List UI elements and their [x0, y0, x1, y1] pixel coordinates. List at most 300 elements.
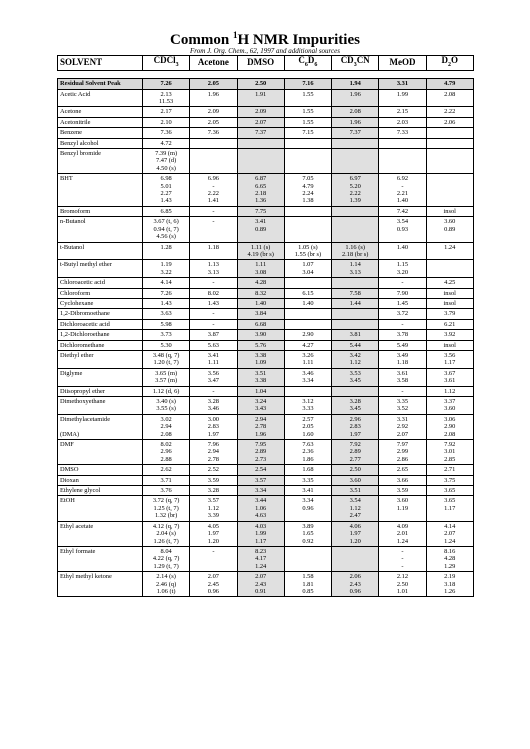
shift-cell: 1.28	[143, 242, 190, 260]
shift-cell: - - -	[379, 546, 426, 571]
solvent-name: BHT	[58, 174, 143, 207]
solvent-name: Dimethylacetamide (DMA)	[58, 414, 143, 439]
solvent-name: t-Butanol	[58, 242, 143, 260]
solvent-name: DMF	[58, 440, 143, 465]
solvent-name: 1,2-Dibromoethane	[58, 309, 143, 319]
shift-cell: -	[190, 546, 237, 571]
shift-cell: 3.26 1.11	[284, 350, 331, 368]
table-row	[58, 174, 474, 207]
shift-cell: 1.91	[237, 89, 284, 107]
shift-cell: 1.45	[379, 298, 426, 308]
shift-cell: 7.33	[379, 128, 426, 138]
shift-cell: 3.28	[190, 486, 237, 496]
shift-cell: 4.09 2.01 1.24	[379, 521, 426, 546]
shift-cell: 3.87	[190, 330, 237, 340]
shift-cell: 5.63	[190, 340, 237, 350]
shift-cell: 3.81	[332, 330, 379, 340]
solvent-name: Dichloromethane	[58, 340, 143, 350]
shift-cell: 3.76	[143, 486, 190, 496]
table-row	[58, 414, 474, 439]
table-row	[58, 350, 474, 368]
shift-cell: 3.67 3.61	[426, 368, 473, 386]
shift-cell: 8.02	[190, 288, 237, 298]
shift-cell: 5.76	[237, 340, 284, 350]
spacer-cell	[58, 71, 143, 79]
shift-cell: 7.36	[143, 128, 190, 138]
shift-cell: -	[190, 217, 237, 242]
shift-cell: 3.60 0.89	[426, 217, 473, 242]
shift-cell: 5.44	[332, 340, 379, 350]
solvent-name: Acetic Acid	[58, 89, 143, 107]
table-row	[58, 546, 474, 571]
column-header: $C_6D_6$	[284, 56, 331, 71]
shift-cell: 3.51	[332, 486, 379, 496]
table-row	[58, 149, 474, 174]
solvent-name: Benzene	[58, 128, 143, 138]
shift-cell: 2.03	[379, 117, 426, 127]
shift-cell: 3.12 3.33	[284, 397, 331, 415]
shift-cell: 3.37 3.60	[426, 397, 473, 415]
row-label: Residual Solvent Peak	[58, 79, 143, 89]
shift-cell: 3.00 2.83 1.97	[190, 414, 237, 439]
shift-cell: 3.35 3.52	[379, 397, 426, 415]
impurities-table	[57, 55, 474, 597]
column-header: DMSO	[237, 56, 284, 71]
shift-cell: 8.23 4.17 1.24	[237, 546, 284, 571]
shift-cell: 4.14 2.07 1.24	[426, 521, 473, 546]
shift-cell	[426, 260, 473, 278]
spacer-cell	[284, 71, 331, 79]
shift-cell: 3.02 2.94 2.08	[143, 414, 190, 439]
shift-cell: 3.59	[379, 486, 426, 496]
shift-cell: 1.15 3.20	[379, 260, 426, 278]
solvent-name: Acetone	[58, 107, 143, 117]
table-row	[58, 440, 474, 465]
shift-cell: -	[190, 309, 237, 319]
shift-cell: 2.17	[143, 107, 190, 117]
shift-cell: 3.65	[426, 486, 473, 496]
header-row	[58, 56, 474, 71]
shift-cell	[284, 309, 331, 319]
shift-cell: 8.02 2.96 2.88	[143, 440, 190, 465]
shift-cell: -	[190, 319, 237, 329]
table-row	[58, 107, 474, 117]
shift-cell: 4.05 1.97 1.20	[190, 521, 237, 546]
shift-cell: insol	[426, 298, 473, 308]
shift-cell: 7.36	[190, 128, 237, 138]
shift-cell: 7.26	[143, 79, 190, 89]
shift-cell: 6.92 - 2.21 1.40	[379, 174, 426, 207]
table-row	[58, 397, 474, 415]
shift-cell: insol	[426, 206, 473, 216]
shift-cell	[284, 386, 331, 396]
shift-cell: 2.65	[379, 465, 426, 475]
shift-cell: 3.28 3.45	[332, 397, 379, 415]
shift-cell: 1.11 3.08	[237, 260, 284, 278]
shift-cell: 1.04	[237, 386, 284, 396]
table-row	[58, 475, 474, 485]
shift-cell: 2.52	[190, 465, 237, 475]
solvent-name: t-Butyl methyl ether	[58, 260, 143, 278]
shift-cell: 2.08	[332, 107, 379, 117]
shift-cell: 7.37	[332, 128, 379, 138]
table-row	[58, 138, 474, 148]
shift-cell: 3.44 1.06 4.63	[237, 496, 284, 521]
shift-cell: 3.79	[426, 309, 473, 319]
shift-cell: 3.54 1.12 2.47	[332, 496, 379, 521]
shift-cell	[426, 149, 473, 174]
shift-cell: 1.55	[284, 107, 331, 117]
table-row	[58, 465, 474, 475]
shift-cell: 7.39 (m) 7.47 (d) 4.50 (s)	[143, 149, 190, 174]
shift-cell: 1.94	[332, 79, 379, 89]
solvent-name: 1,2-Dichloroethane	[58, 330, 143, 340]
spacer-cell	[143, 71, 190, 79]
shift-cell: 6.96 - 2.22 1.41	[190, 174, 237, 207]
shift-cell: 4.14	[143, 278, 190, 288]
shift-cell: 3.56 1.17	[426, 350, 473, 368]
table-row	[58, 368, 474, 386]
solvent-name: Chloroacetic acid	[58, 278, 143, 288]
shift-cell: 2.08	[426, 89, 473, 107]
solvent-name: Benzyl bromide	[58, 149, 143, 174]
column-header: $CD_3CN$	[332, 56, 379, 71]
table-row	[58, 319, 474, 329]
solvent-name: Dichloroacetic acid	[58, 319, 143, 329]
shift-cell	[332, 546, 379, 571]
shift-cell	[284, 217, 331, 242]
column-header: SOLVENT	[58, 56, 143, 71]
shift-cell: 3.84	[237, 309, 284, 319]
shift-cell: 3.41	[284, 486, 331, 496]
shift-cell: -	[379, 278, 426, 288]
shift-cell: 3.73	[143, 330, 190, 340]
shift-cell: 3.60	[332, 475, 379, 485]
table-row	[58, 309, 474, 319]
solvent-name: Diglyme	[58, 368, 143, 386]
solvent-name: Ethyl acetate	[58, 521, 143, 546]
solvent-name: Ethyl formate	[58, 546, 143, 571]
shift-cell: 2.07 2.45 0.96	[190, 572, 237, 597]
page-title: Common $^1$H NMR Impurities	[170, 30, 360, 48]
shift-cell: 7.26	[143, 288, 190, 298]
shift-cell: 1.24	[426, 242, 473, 260]
shift-cell: 2.14 (s) 2.46 (q) 1.06 (t)	[143, 572, 190, 597]
shift-cell: -	[379, 386, 426, 396]
column-header: $D_2O$	[426, 56, 473, 71]
shift-cell: 3.67 (t, 6) 0.94 (t, 7) 4.56 (s)	[143, 217, 190, 242]
spacer-cell	[237, 71, 284, 79]
shift-cell: 7.16	[284, 79, 331, 89]
shift-cell: 1.11 (s) 4.19 (br s)	[237, 242, 284, 260]
shift-cell: 4.79	[426, 79, 473, 89]
spacer-cell	[379, 71, 426, 79]
shift-cell: 6.85	[143, 206, 190, 216]
shift-cell: 6.21	[426, 319, 473, 329]
shift-cell: 3.53 3.45	[332, 368, 379, 386]
shift-cell: 2.05	[190, 117, 237, 127]
shift-cell: 2.62	[143, 465, 190, 475]
shift-cell: 1.96	[332, 117, 379, 127]
residual-peak-row	[58, 79, 474, 89]
shift-cell: 3.59	[190, 475, 237, 485]
shift-cell: insol	[426, 340, 473, 350]
shift-cell: 7.96 2.94 2.78	[190, 440, 237, 465]
shift-cell: 3.38 1.09	[237, 350, 284, 368]
shift-cell: -	[379, 319, 426, 329]
solvent-name: Chloroform	[58, 288, 143, 298]
shift-cell: 2.19 3.18 1.26	[426, 572, 473, 597]
shift-cell	[426, 174, 473, 207]
shift-cell: 3.34 0.96	[284, 496, 331, 521]
spacer-row	[58, 71, 474, 79]
shift-cell: 4.12 (q, 7) 2.04 (s) 1.26 (t, 7)	[143, 521, 190, 546]
shift-cell: 1.12 (d, 6)	[143, 386, 190, 396]
shift-cell: 8.32	[237, 288, 284, 298]
shift-cell	[332, 309, 379, 319]
shift-cell: 7.63 2.36 1.86	[284, 440, 331, 465]
shift-cell: 3.71	[143, 475, 190, 485]
shift-cell: -	[190, 386, 237, 396]
shift-cell: 7.97 2.99 2.86	[379, 440, 426, 465]
shift-cell: 1.40	[237, 298, 284, 308]
shift-cell	[284, 319, 331, 329]
shift-cell: 1.43	[190, 298, 237, 308]
shift-cell: 1.96	[190, 89, 237, 107]
shift-cell: 6.68	[237, 319, 284, 329]
shift-cell: 2.09	[190, 107, 237, 117]
shift-cell: 7.42	[379, 206, 426, 216]
table-row	[58, 288, 474, 298]
shift-cell: 3.34	[237, 486, 284, 496]
shift-cell: 3.41 0.89	[237, 217, 284, 242]
shift-cell: 7.37	[237, 128, 284, 138]
shift-cell: 1.43	[143, 298, 190, 308]
shift-cell: 2.50	[332, 465, 379, 475]
shift-cell: 3.57	[237, 475, 284, 485]
shift-cell: 3.40 (s) 3.55 (s)	[143, 397, 190, 415]
table-row	[58, 206, 474, 216]
table-row	[58, 340, 474, 350]
solvent-name: n-Butanol	[58, 217, 143, 242]
shift-cell: 2.07	[237, 117, 284, 127]
shift-cell: 7.05 4.79 2.24 1.38	[284, 174, 331, 207]
solvent-name: Diisopropyl ether	[58, 386, 143, 396]
shift-cell: 3.41 1.11	[190, 350, 237, 368]
shift-cell	[426, 128, 473, 138]
shift-cell: 3.66	[379, 475, 426, 485]
shift-cell: 7.92 3.01 2.85	[426, 440, 473, 465]
shift-cell: 4.25	[426, 278, 473, 288]
shift-cell: 3.48 (q, 7) 1.20 (t, 7)	[143, 350, 190, 368]
column-header: CDCl$_3$	[143, 56, 190, 71]
shift-cell	[190, 149, 237, 174]
shift-cell: 7.58	[332, 288, 379, 298]
shift-cell: 3.49 1.18	[379, 350, 426, 368]
spacer-cell	[332, 71, 379, 79]
shift-cell: 5.49	[379, 340, 426, 350]
shift-cell: 3.61 3.58	[379, 368, 426, 386]
shift-cell: 3.56 3.47	[190, 368, 237, 386]
shift-cell: 2.10	[143, 117, 190, 127]
shift-cell: 3.35	[284, 475, 331, 485]
shift-cell	[284, 138, 331, 148]
shift-cell	[332, 149, 379, 174]
shift-cell: 7.15	[284, 128, 331, 138]
shift-cell: 2.15	[379, 107, 426, 117]
shift-cell	[379, 149, 426, 174]
shift-cell: 4.27	[284, 340, 331, 350]
shift-cell	[284, 206, 331, 216]
table-row	[58, 117, 474, 127]
shift-cell: 8.16 4.28 1.29	[426, 546, 473, 571]
table-row	[58, 330, 474, 340]
shift-cell: 1.55	[284, 117, 331, 127]
shift-cell: 4.06 1.97 1.20	[332, 521, 379, 546]
spacer-cell	[426, 71, 473, 79]
shift-cell: 7.90	[379, 288, 426, 298]
shift-cell: 3.31 2.92 2.07	[379, 414, 426, 439]
shift-cell: 1.13 3.13	[190, 260, 237, 278]
page-subtitle: From J. Org. Chem., 62, 1997 and additional sources	[190, 47, 340, 55]
shift-cell: -	[190, 206, 237, 216]
shift-cell	[237, 149, 284, 174]
shift-cell: 1.19 3.22	[143, 260, 190, 278]
solvent-name: Ethylene glycol	[58, 486, 143, 496]
table-row	[58, 572, 474, 597]
shift-cell: 3.72 (q, 7) 1.25 (t, 7) 1.32 (br)	[143, 496, 190, 521]
table-row	[58, 521, 474, 546]
shift-cell: 3.24 3.43	[237, 397, 284, 415]
shift-cell: 1.68	[284, 465, 331, 475]
shift-cell: 3.60 1.19	[379, 496, 426, 521]
shift-cell: 1.40	[379, 242, 426, 260]
shift-cell: 3.90	[237, 330, 284, 340]
spacer-cell	[190, 71, 237, 79]
solvent-name: Diethyl ether	[58, 350, 143, 368]
solvent-name: Dioxan	[58, 475, 143, 485]
table-row	[58, 217, 474, 242]
shift-cell: 5.98	[143, 319, 190, 329]
shift-cell: 3.06 2.90 2.08	[426, 414, 473, 439]
table-row	[58, 386, 474, 396]
shift-cell: -	[190, 278, 237, 288]
shift-cell: 6.87 6.65 2.18 1.36	[237, 174, 284, 207]
solvent-name: Ethyl methyl ketone	[58, 572, 143, 597]
shift-cell: 2.96 2.83 1.97	[332, 414, 379, 439]
solvent-name: Benzyl alcohol	[58, 138, 143, 148]
shift-cell: 5.30	[143, 340, 190, 350]
shift-cell: 7.95 2.89 2.73	[237, 440, 284, 465]
shift-cell: 2.06	[426, 117, 473, 127]
shift-cell: 3.72	[379, 309, 426, 319]
shift-cell: 1.55	[284, 89, 331, 107]
table-row	[58, 496, 474, 521]
shift-cell: 2.22	[426, 107, 473, 117]
solvent-name: EtOH	[58, 496, 143, 521]
table-row	[58, 486, 474, 496]
shift-cell: 2.09	[237, 107, 284, 117]
shift-cell: 3.57 1.12 3.39	[190, 496, 237, 521]
shift-cell: 3.89 1.65 0.92	[284, 521, 331, 546]
shift-cell: 3.65 1.17	[426, 496, 473, 521]
shift-cell: 2.13 11.53	[143, 89, 190, 107]
shift-cell: 1.07 3.04	[284, 260, 331, 278]
shift-cell: 2.50	[237, 79, 284, 89]
shift-cell: 3.63	[143, 309, 190, 319]
shift-cell: 6.97 5.20 2.22 1.39	[332, 174, 379, 207]
shift-cell: 2.90	[284, 330, 331, 340]
shift-cell: 3.28 3.46	[190, 397, 237, 415]
table-row	[58, 298, 474, 308]
shift-cell: 1.99	[379, 89, 426, 107]
shift-cell: 2.71	[426, 465, 473, 475]
shift-cell: 1.96	[332, 89, 379, 107]
table-row	[58, 242, 474, 260]
column-header: Acetone	[190, 56, 237, 71]
shift-cell	[237, 138, 284, 148]
shift-cell: 4.03 1.99 1.17	[237, 521, 284, 546]
shift-cell	[284, 546, 331, 571]
solvent-name: Dimethoxyethane	[58, 397, 143, 415]
shift-cell	[332, 217, 379, 242]
shift-cell: 1.16 (s) 2.18 (br s)	[332, 242, 379, 260]
shift-cell	[332, 206, 379, 216]
shift-cell: 1.14 3.13	[332, 260, 379, 278]
column-header: MeOD	[379, 56, 426, 71]
shift-cell: 1.05 (s) 1.55 (br s)	[284, 242, 331, 260]
shift-cell	[332, 319, 379, 329]
solvent-name: Cyclohexane	[58, 298, 143, 308]
table-row	[58, 89, 474, 107]
table-row	[58, 260, 474, 278]
shift-cell: 2.57 2.05 1.60	[284, 414, 331, 439]
shift-cell: 1.44	[332, 298, 379, 308]
table-row	[58, 128, 474, 138]
shift-cell: insol	[426, 288, 473, 298]
shift-cell: 4.72	[143, 138, 190, 148]
shift-cell: 2.07 2.43 0.91	[237, 572, 284, 597]
shift-cell: 3.92	[426, 330, 473, 340]
shift-cell: 1.40	[284, 298, 331, 308]
shift-cell	[332, 386, 379, 396]
table-row	[58, 278, 474, 288]
shift-cell	[190, 138, 237, 148]
shift-cell: 2.94 2.78 1.96	[237, 414, 284, 439]
shift-cell	[332, 278, 379, 288]
solvent-name: Acetonitrile	[58, 117, 143, 127]
shift-cell: 3.65 (m) 3.57 (m)	[143, 368, 190, 386]
shift-cell: 2.12 2.50 1.01	[379, 572, 426, 597]
shift-cell	[426, 138, 473, 148]
shift-cell: 3.78	[379, 330, 426, 340]
shift-cell: 2.05	[190, 79, 237, 89]
shift-cell	[332, 138, 379, 148]
shift-cell	[284, 278, 331, 288]
solvent-name: Bromoform	[58, 206, 143, 216]
shift-cell: 1.58 1.81 0.85	[284, 572, 331, 597]
shift-cell: 3.42 1.12	[332, 350, 379, 368]
shift-cell: 3.75	[426, 475, 473, 485]
shift-cell: 6.98 5.01 2.27 1.43	[143, 174, 190, 207]
shift-cell: 2.06 2.43 0.96	[332, 572, 379, 597]
shift-cell: 3.51 3.38	[237, 368, 284, 386]
shift-cell	[379, 138, 426, 148]
shift-cell: 3.54 0.93	[379, 217, 426, 242]
shift-cell: 2.54	[237, 465, 284, 475]
shift-cell: 7.75	[237, 206, 284, 216]
shift-cell: 6.15	[284, 288, 331, 298]
